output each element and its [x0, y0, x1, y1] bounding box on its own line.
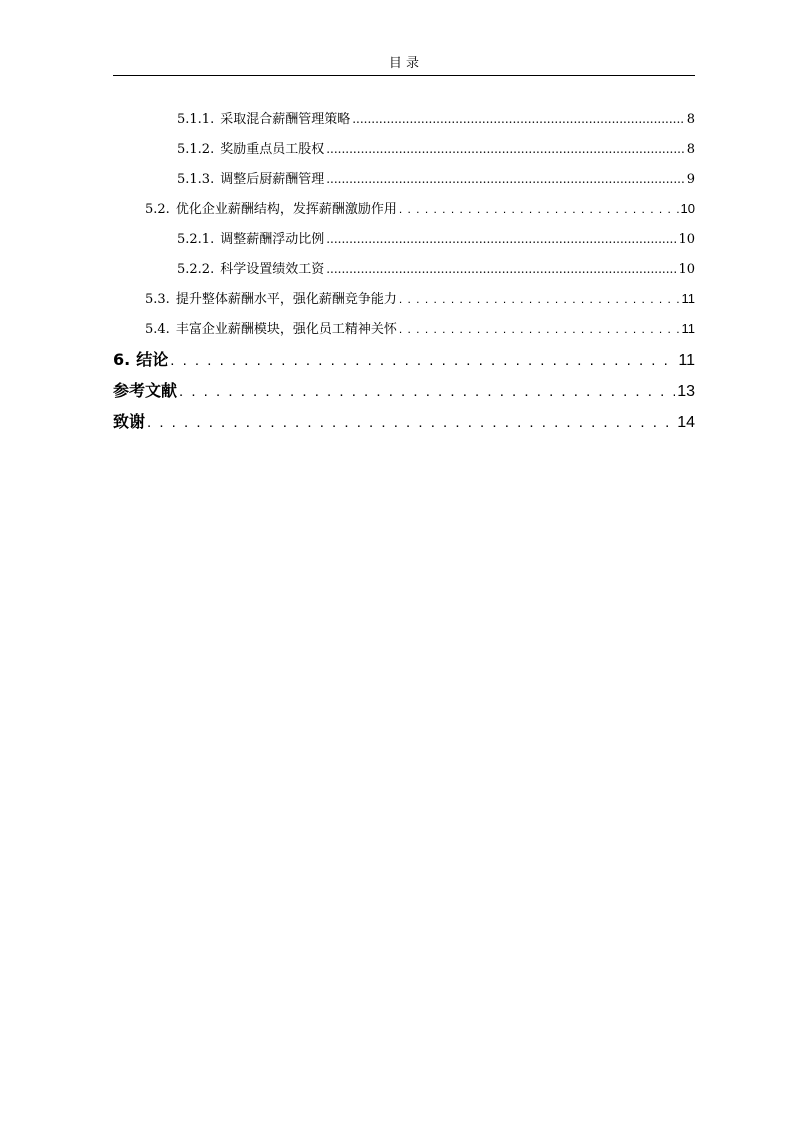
- toc-entry-5-2-2[interactable]: [113, 254, 695, 284]
- toc-entry-title: 结论: [136, 350, 169, 369]
- toc-entry-5-1-1[interactable]: [113, 104, 695, 134]
- toc-entry-page: 8: [686, 112, 695, 127]
- toc-dot-leader: [147, 407, 675, 438]
- toc-entry-page: 10: [678, 262, 695, 277]
- toc-entry-page: 9: [686, 172, 695, 187]
- toc-entry-page: 14: [677, 414, 695, 431]
- toc-entry-page: 13: [677, 383, 695, 400]
- toc-entry-number: 5.2.1.: [177, 232, 215, 247]
- toc-entry-number: 5.2.: [145, 202, 170, 217]
- toc-entry-title: 科学设置绩效工资: [220, 262, 325, 277]
- toc-entry-number: 5.3.: [145, 292, 170, 307]
- toc-entry-title: 提升整体薪酬水平，强化薪酬竞争能力: [175, 292, 397, 307]
- toc-dot-leader: [326, 254, 676, 285]
- toc-entry-title: 调整后厨薪酬管理: [220, 172, 325, 187]
- toc-entry-title: 采取混合薪酬管理策略: [220, 112, 351, 127]
- page-header: [113, 55, 695, 76]
- toc-dot-leader: [399, 194, 679, 225]
- toc-dot-leader: [170, 345, 676, 376]
- toc-entry-acknowledgements[interactable]: [113, 406, 695, 437]
- toc-dot-leader: [326, 224, 676, 255]
- toc-dot-leader: [326, 164, 684, 195]
- toc-entry-title: 奖励重点员工股权: [220, 142, 325, 157]
- toc-dot-leader: [399, 284, 680, 315]
- toc-dot-leader: [326, 134, 684, 165]
- toc-entry-5-2-1[interactable]: [113, 224, 695, 254]
- toc-dot-leader: [399, 314, 680, 345]
- toc-entry-page: 10: [678, 232, 695, 247]
- toc-entry-page: 11: [681, 291, 695, 306]
- toc-entry-number: 5.2.2.: [177, 262, 215, 277]
- toc-entry-6-conclusion[interactable]: [113, 344, 695, 375]
- toc-entry-5-1-3[interactable]: [113, 164, 695, 194]
- toc-entry-page: 11: [681, 321, 695, 336]
- toc-entry-page: 10: [680, 201, 695, 216]
- toc-entry-number: 5.1.2.: [177, 142, 215, 157]
- toc-entry-number: 5.1.1.: [177, 112, 215, 127]
- page-header-title: 目 录: [388, 56, 420, 71]
- toc-entry-title: 优化企业薪酬结构，发挥薪酬激励作用: [175, 202, 397, 217]
- toc-entry-title: 参考文献: [113, 381, 178, 400]
- toc-entry-5-3[interactable]: [113, 284, 695, 314]
- toc-entry-number: 5.1.3.: [177, 172, 215, 187]
- toc-entry-references[interactable]: [113, 375, 695, 406]
- toc-entry-5-1-2[interactable]: [113, 134, 695, 164]
- toc-entry-page: 11: [678, 352, 695, 369]
- toc-entry-title: 致谢: [113, 412, 146, 431]
- toc-entry-number: 6.: [113, 350, 131, 369]
- toc-entry-5-4[interactable]: [113, 314, 695, 344]
- toc-dot-leader: [352, 104, 684, 135]
- toc-entry-5-2[interactable]: [113, 194, 695, 224]
- toc-entry-number: 5.4.: [145, 322, 170, 337]
- toc-entry-title: 调整薪酬浮动比例: [220, 232, 325, 247]
- toc-entry-title: 丰富企业薪酬模块，强化员工精神关怀: [175, 322, 397, 337]
- toc-entry-page: 8: [686, 142, 695, 157]
- toc-dot-leader: [179, 376, 675, 407]
- table-of-contents: [113, 104, 695, 437]
